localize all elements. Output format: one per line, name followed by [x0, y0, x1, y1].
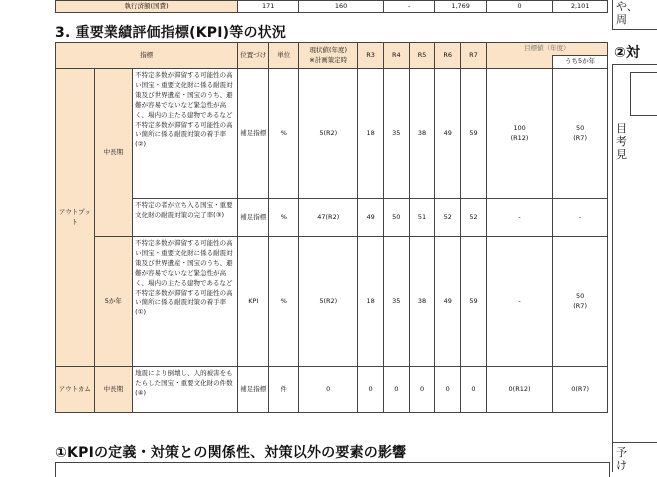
year-value: 35	[383, 69, 409, 199]
current-value: 5(R2)	[299, 237, 358, 367]
year-value: 49	[435, 69, 461, 199]
expense-row-table	[55, 0, 608, 13]
year-value: 0	[358, 367, 384, 413]
right-panel	[612, 0, 657, 472]
year-value: 18	[358, 237, 384, 367]
header-current: 現状値(年度) ※計画策定時	[299, 43, 358, 69]
right-body-text: 目 考 見	[616, 122, 627, 161]
header-indicator: 指標	[56, 43, 238, 69]
year-value: 52	[435, 199, 461, 237]
header-unit: 単位	[269, 43, 299, 69]
expense-value: 0	[486, 1, 552, 13]
unit-cell: %	[269, 237, 299, 367]
current-value: 47(R2)	[299, 199, 358, 237]
period-label: 5か年	[94, 237, 133, 367]
year-value: 51	[409, 199, 435, 237]
target-value: 0(R12)	[486, 367, 552, 413]
section-3-title: 3. 重要業績評価指標(KPI)等の状況	[55, 25, 287, 41]
target-value: -	[486, 237, 552, 367]
year-value: 59	[461, 69, 487, 199]
period-label: 中長期	[94, 367, 133, 413]
year-value: 18	[358, 69, 384, 199]
header-position: 位置づけ	[238, 43, 269, 69]
current-value: 5(R2)	[299, 69, 358, 199]
expense-label: 執行済額(国費)	[56, 1, 238, 13]
expense-value: -	[383, 1, 434, 13]
expense-value: 2,101	[553, 1, 608, 13]
year-value: 35	[383, 237, 409, 367]
group-outcome: アウトカム	[56, 367, 95, 413]
right-section-title: ②対	[614, 45, 641, 61]
period-label: 中長期	[94, 69, 133, 237]
kpi-table	[55, 42, 608, 413]
target-value: -	[486, 199, 552, 237]
year-value: 49	[435, 237, 461, 367]
year-value: 0	[461, 367, 487, 413]
year-value: 52	[461, 199, 487, 237]
target-5yr-value: 50 (R7)	[553, 237, 608, 367]
target-5yr-value: 50 (R7)	[553, 69, 608, 199]
unit-cell: 件	[269, 367, 299, 413]
position-cell: KPI	[238, 237, 269, 367]
year-value: 38	[409, 69, 435, 199]
header-target-5yr: うち5か年	[553, 56, 608, 69]
year-value: 59	[461, 237, 487, 367]
target-5yr-value: 0(R7)	[553, 367, 608, 413]
right-inner-box	[630, 72, 657, 116]
year-value: 0	[409, 367, 435, 413]
year-value: 0	[383, 367, 409, 413]
header-year: R3	[358, 43, 384, 69]
header-year: R6	[435, 43, 461, 69]
expense-value: 1,769	[435, 1, 486, 13]
section-1-box	[55, 462, 610, 477]
section-1-title: ①KPIの定義・対策との関係性、対策以外の要素の影響	[55, 445, 407, 461]
position-cell: 補足指標	[238, 199, 269, 237]
expense-value: 160	[299, 1, 384, 13]
header-year: R4	[383, 43, 409, 69]
right-top-text: や、 周	[616, 0, 638, 26]
expense-value: 171	[238, 1, 299, 13]
header-year: R7	[461, 43, 487, 69]
current-value: 0	[299, 367, 358, 413]
group-output: アウトプット	[56, 69, 95, 367]
unit-cell: %	[269, 199, 299, 237]
year-value: 49	[358, 199, 384, 237]
indicator-description: 不特定多数が滞留する可能性の高い国宝・重要文化財に係る耐震対策及び世界遺産・国宝のうち、避難が容易でないなど緊急性が高く、場内の主たる建物であるなど不特定多数が滞留する可能性の高い箇所に係る耐震対策の着手率(①)	[133, 237, 238, 367]
position-cell: 補足指標	[238, 69, 269, 199]
year-value: 0	[435, 367, 461, 413]
indicator-description: 地震により倒壊し、人的被害をもたらした国宝・重要文化財の件数(④)	[133, 367, 238, 413]
unit-cell: %	[269, 69, 299, 199]
year-value: 50	[383, 199, 409, 237]
indicator-description: 不特定多数が滞留する可能性の高い国宝・重要文化財に係る耐震対策及び世界遺産・国宝のうち、避難が容易でないなど緊急性が高く、場内の主たる建物であるなど不特定多数が滞留する可能性の高い箇所に係る耐震対策の着手率(②)	[133, 69, 238, 199]
header-year: R5	[409, 43, 435, 69]
year-value: 38	[409, 237, 435, 367]
header-target-spacer	[486, 56, 552, 69]
target-5yr-value: -	[553, 199, 608, 237]
header-target: 目標値（年度）	[486, 43, 607, 56]
position-cell: 補足指標	[238, 367, 269, 413]
indicator-description: 不特定の者が立ち入る国宝・重要文化財の耐震対策の完了率(③)	[133, 199, 238, 237]
target-value: 100 (R12)	[486, 69, 552, 199]
right-bottom-text: 予 け	[616, 446, 627, 472]
